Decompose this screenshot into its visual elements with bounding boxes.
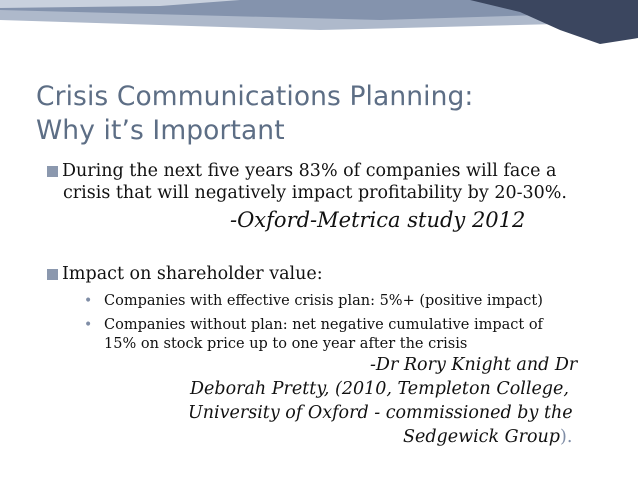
- bullet-shareholder-value-label: Impact on shareholder value:: [62, 264, 323, 284]
- dot-bullet-icon: •: [84, 317, 93, 333]
- citation-knight-pretty-line-4: [403, 426, 572, 448]
- title-line-1: Crisis Communications Planning:: [36, 81, 474, 112]
- citation-closing-paren: ).: [560, 427, 573, 447]
- bullet-statistic-line-1: During the next five years 83% of companies will face a: [62, 161, 557, 181]
- sub-bullet-without-plan: [84, 316, 604, 354]
- slide-title: [36, 80, 626, 148]
- citation-knight-pretty-line-1: -Dr Rory Knight and Dr: [370, 355, 578, 375]
- dot-bullet-icon: •: [84, 293, 93, 309]
- sub-bullet-without-plan-line-1: Companies without plan: net negative cumulative impact of: [104, 317, 543, 333]
- title-line-2: Why it’s Important: [36, 115, 285, 146]
- sub-bullet-effective-plan-text: Companies with effective crisis plan: 5%+ (positive impact): [104, 293, 543, 309]
- bullet-shareholder-value: [47, 263, 627, 285]
- sub-bullet-effective-plan: [84, 292, 604, 311]
- decorative-header-band: [0, 0, 638, 48]
- citation-sedgewick-group: Sedgewick Group: [403, 427, 561, 447]
- bullet-statistic: [47, 160, 627, 204]
- bullet-statistic-line-2: crisis that will negatively impact profitability by 20-30%.: [63, 183, 567, 203]
- citation-knight-pretty-line-3: University of Oxford - commissioned by the: [188, 403, 573, 423]
- square-bullet-icon: [47, 269, 58, 280]
- sub-bullet-without-plan-line-2: 15% on stock price up to one year after the crisis: [104, 336, 468, 352]
- citation-oxford-metrica: -Oxford-Metrica study 2012: [230, 208, 526, 232]
- citation-knight-pretty-line-2: Deborah Pretty, (2010, Templeton College,: [190, 379, 569, 399]
- square-bullet-icon: [47, 166, 58, 177]
